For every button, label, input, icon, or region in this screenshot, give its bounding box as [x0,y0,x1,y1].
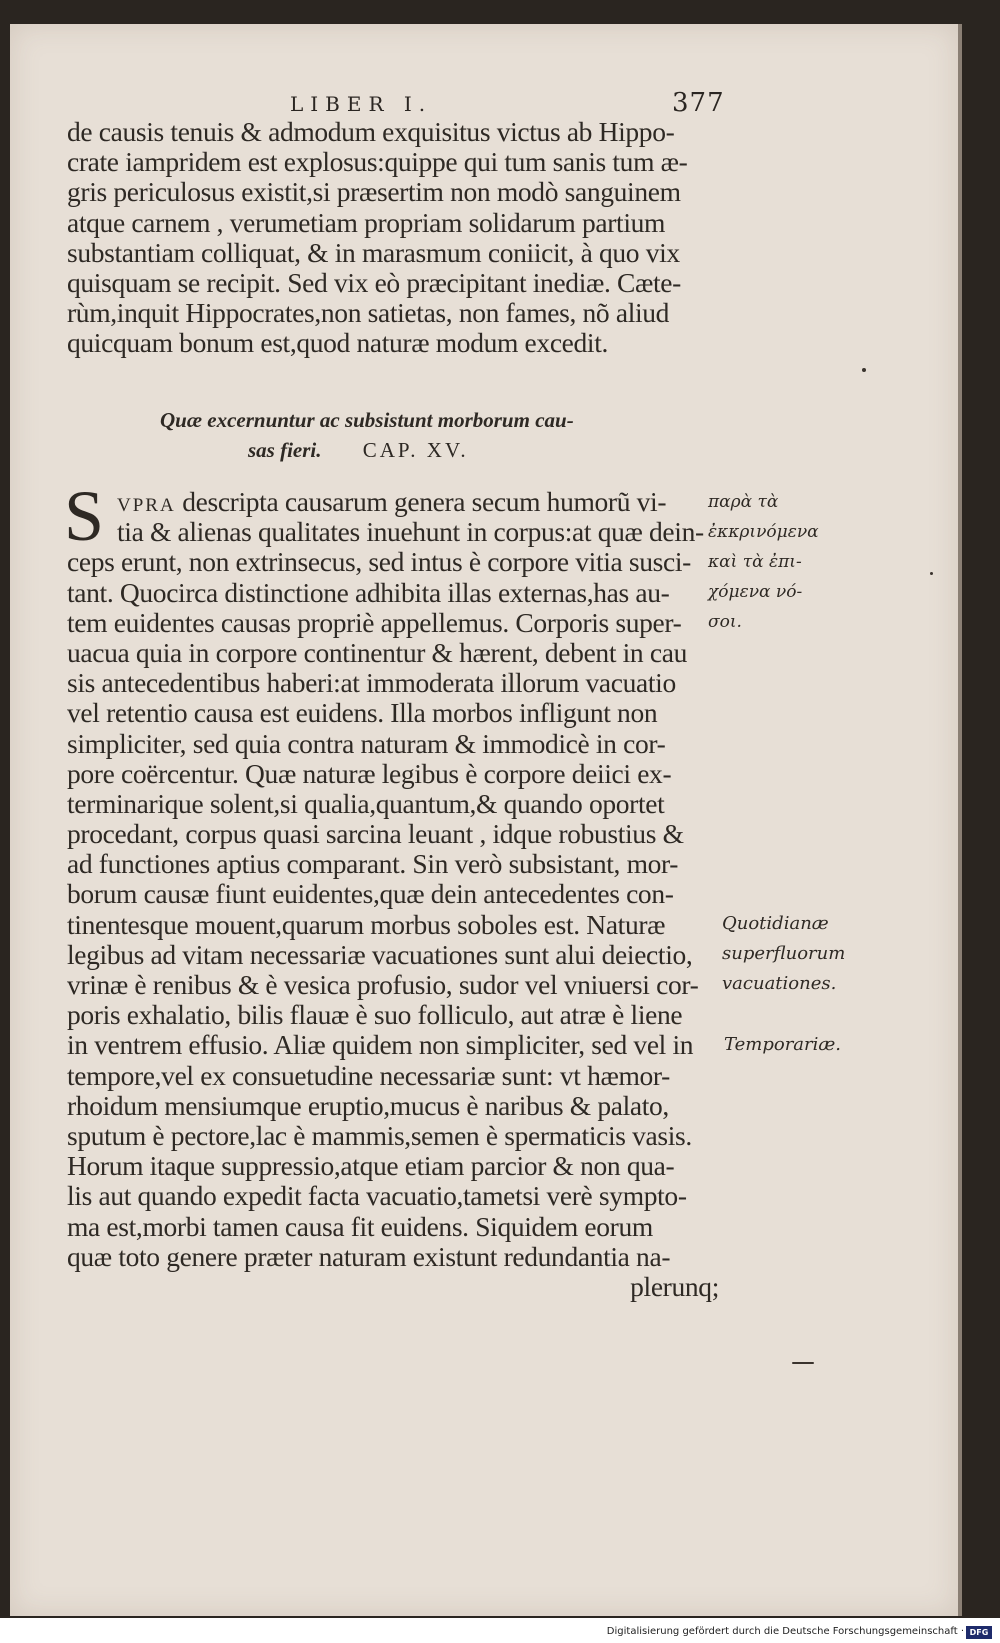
text-line: simpliciter, sed quia contra naturam & immodicè in cor- [67,727,666,759]
ink-speck [862,368,866,372]
page-number: 377 [672,88,725,118]
catchword: plerunq; [630,1270,719,1302]
text-line: in ventrem effusio. Aliæ quidem non simpliciter, sed vel in [67,1029,694,1061]
running-title: LIBER I. [290,92,433,116]
text-line: rhoidum mensiumque eruptio,mucus è naribus & palato, [67,1089,669,1121]
text-line: ad functiones aptius comparant. Sin verò subsistant, mor- [67,848,679,880]
margin-line: σοι. [708,612,742,632]
text-line: substantiam colliquat, & in marasmum coniicit, à quo vix [67,236,680,268]
margin-line: Quotidianæ [722,913,829,934]
drop-capital: S [64,476,105,556]
margin-line: παρὰ τὰ [708,492,779,512]
margin-line: vacuationes. [722,973,837,994]
text-line-first [67,487,727,517]
footer-bar [0,1624,1000,1643]
text-line: rùm,inquit Hippocrates,non satietas, non fames, nõ aliud [67,297,670,329]
text-line: tempore,vel ex consuetudine necessariæ sunt: vt hæmor- [67,1059,670,1091]
text-line: sis antecedentibus haberi:at immoderata illorum vacuatio [67,667,676,699]
text-line: tant. Quocirca distinctione adhibita illas externas,has au- [67,576,670,608]
chapter-heading [160,405,640,465]
text-line: lis aut quando expedit facta vacuatio,tametsi verè sympto- [67,1180,687,1212]
margin-line: Temporariæ. [724,1034,842,1055]
text-line: vel retentio causa est euidens. Illa morbos infligunt non [67,697,658,729]
text-line: atque carnem , verumetiam propriam solidarum partium [67,206,666,238]
chapter-heading-line-1: Quæ excernuntur ac subsistunt morborum cau- [160,408,574,432]
text-line: sputum è pectore,lac è mammis,semen è spermaticis vasis. [67,1119,692,1151]
margin-note-quotidian [722,909,845,999]
smallcaps-opening: VPRA [117,495,176,516]
margin-line: χόμενα νό- [708,582,803,602]
margin-line: superfluorum [722,943,846,964]
text-line-content: tia & alienas qualitates inuehunt in corpus:at quæ dein- [117,516,704,548]
margin-line: ἐκκρινόμενα [708,522,819,542]
text-line: poris exhalatio, bilis flauæ è suo folliculo, aut atræ è liene [67,999,683,1031]
paragraph-1 [67,117,727,359]
footer-credit: Digitalisierung gefördert durch die Deutsche Forschungsgemeinschaft · [606,1626,964,1637]
text-line: vrinæ è renibus & è vesica profusio, sudor vel vniuersi cor- [67,969,699,1000]
text-line: quisquam se recipit. Sed vix eò præcipitant inediæ. Cæte- [67,266,681,298]
paragraph-2 [67,487,727,1302]
ink-speck [792,1362,814,1364]
text-line: crate iampridem est explosus:quippe qui tum sanis tum æ- [67,146,688,178]
dfg-logo-icon: DFG [966,1626,992,1639]
text-line: ma est,morbi tamen causa fit euidens. Siquidem eorum [67,1210,653,1242]
text-line: tinentesque mouent,quarum morbus soboles est. Naturæ [67,908,666,940]
text-line: ceps erunt, non extrinsecus, sed intus è corpore vitia susci- [67,546,691,578]
chapter-heading-line-2 [160,435,640,465]
margin-line: καὶ τὰ ἐπι- [708,552,802,572]
text-line: de causis tenuis & admodum exquisitus victus ab Hippo- [67,116,675,147]
margin-note-temporary [724,1030,841,1060]
text-line: Horum itaque suppressio,atque etiam parcior & non qua- [67,1150,675,1182]
ink-speck [930,572,933,575]
text-line: quicquam bonum est,quod naturæ modum excedit. [67,327,609,359]
margin-note-greek [708,487,819,637]
chapter-number: CAP. XV. [362,438,469,462]
text-line: procedant, corpus quasi sarcina leuant , idque robustius & [67,818,684,850]
first-line-rest: descripta causarum genera secum humorũ vi- [175,486,667,517]
text-line: borum causæ fiunt euidentes,quæ dein antecedentes con- [67,878,674,910]
text-line: pore coërcentur. Quæ naturæ legibus è corpore deiici ex- [67,757,672,789]
text-line: tem euidentes causas propriè appellemus. Corporis super- [67,606,682,638]
text-line: gris periculosus existit,si præsertim non modò sanguinem [67,176,681,208]
text-line: legibus ad vitam necessariæ vacuationes sunt alui deiectio, [67,938,693,970]
chapter-heading-line-2-text: sas fieri. [248,438,322,462]
text-line: uacua quia in corpore continentur & hærent, debent in cau [67,636,687,668]
page-edge [958,24,962,1616]
text-line: quæ toto genere præter naturam existunt redundantia na- [67,1240,671,1272]
text-line [67,517,727,547]
text-line: terminarique solent,si qualia,quantum,& quando oportet [67,787,665,819]
